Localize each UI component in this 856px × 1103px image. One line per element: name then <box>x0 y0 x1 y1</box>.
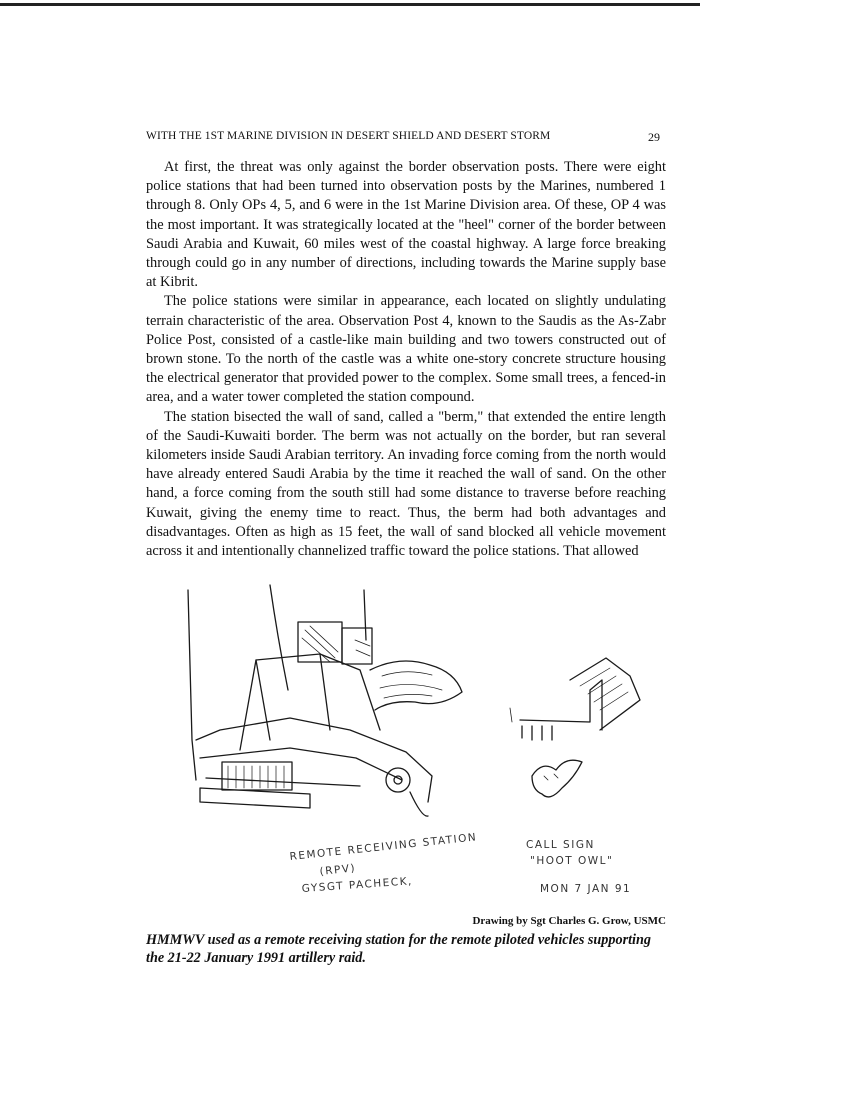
running-header: WITH THE 1ST MARINE DIVISION IN DESERT SHIELD AND DESERT STORM <box>146 130 551 142</box>
callsign-line2: "HOOT OWL" <box>530 855 614 867</box>
page-number: 29 <box>648 130 660 144</box>
top-rule <box>0 3 700 6</box>
sketch-note-line1: REMOTE RECEIVING STATION <box>289 831 478 863</box>
hmmwv-sketch <box>170 580 690 900</box>
sketch-notes <box>289 831 631 895</box>
paragraph: At first, the threat was only against the border observation posts. There were eight police stations that had been turned into observation posts by the Marines, numbered 1 through 8. Only OPs 4, 5, and 6 were in the 1st Marine Division area. Of these, OP 4 was the most important. It was strategically located at the "heel" corner of the border between Saudi Arabia and Kuwait, 60 miles west of the coastal highway. A large force breaking through could go in any number of directions, including towards the Marine supply base at Kibrit. <box>146 159 666 291</box>
vehicle-sketch <box>188 585 640 816</box>
paragraph: The police stations were similar in appearance, each located on slightly undulating terrain characteristic of the area. Observation Post 4, known to the Saudis as the As-Zabr Police Post, consisted of a castle-like main building and two towers constructed out of brown stone. To the north of the castle was a white one-story concrete structure housing the electrical generator that provided power to the complex. Some small trees, a fenced-in area, and a water tower completed the station compound. <box>146 293 666 406</box>
paragraph: The station bisected the wall of sand, called a "berm," that extended the entire length of the Saudi-Kuwaiti border. The berm was not actually on the border, but ran several kilometers inside Saudi Arabian territory. An invading force coming from the north would have already entered Saudi Arabia by the time it reached the wall of sand. On the other hand, a force coming from the south still had some distance to traverse before reaching Kuwait, giving the enemy time to react. Thus, the berm had both advantages and disadvantages. Often as high as 15 feet, the wall of sand blocked all vehicle movement across it and intentionally channelized traffic toward the police stations. That allowed <box>146 408 666 560</box>
sketch-date: MON 7 JAN 91 <box>540 883 632 895</box>
sketch-note-line2: (RPV) <box>319 862 357 878</box>
figure-caption: HMMWV used as a remote receiving station for the remote piloted vehicles supporting the 21-22 January 1991 artillery raid. <box>146 932 651 966</box>
sketch-note-line3: GYSGT PACHECK, <box>301 875 414 895</box>
callsign-line1: CALL SIGN <box>526 839 595 851</box>
body-text <box>146 158 666 561</box>
drawing-credit: Drawing by Sgt Charles G. Grow, USMC <box>472 915 666 927</box>
